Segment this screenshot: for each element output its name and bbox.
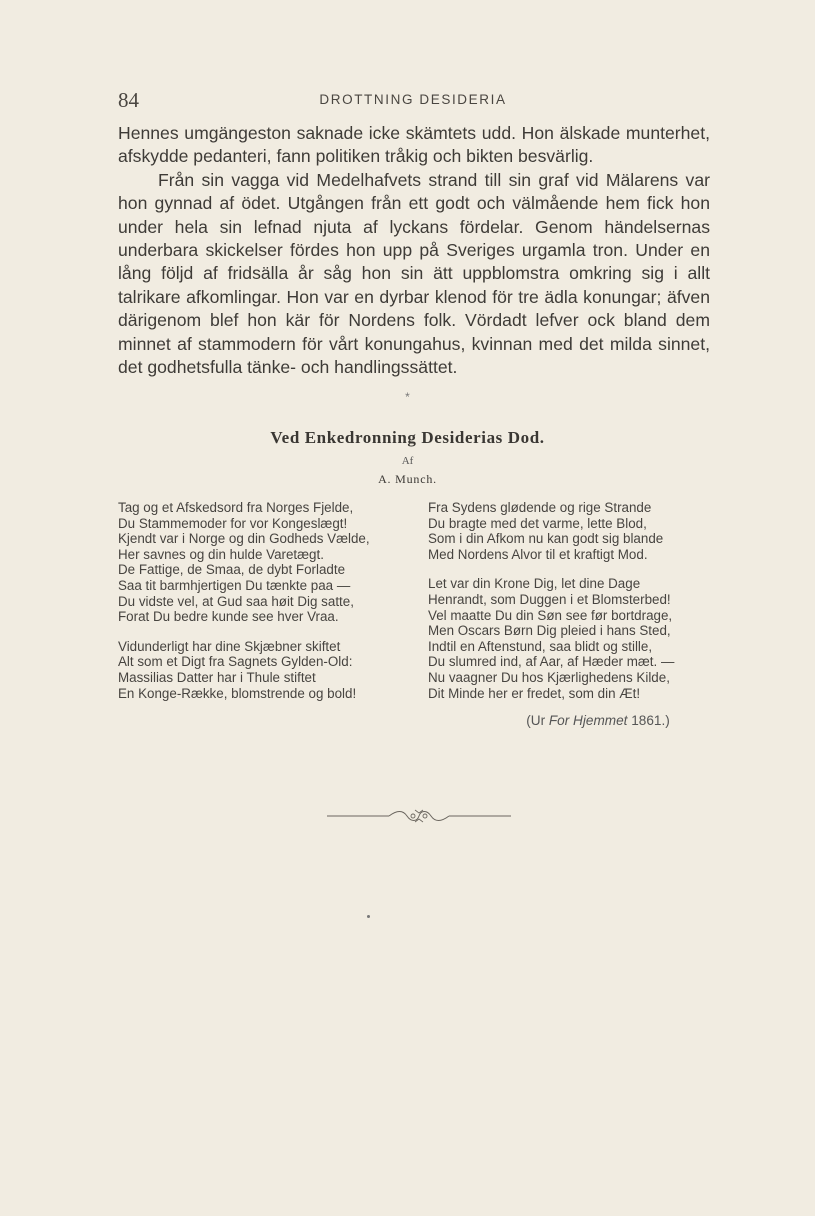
poem-line: Massilias Datter har i Thule stiftet <box>118 669 316 685</box>
running-head: DROTTNING DESIDERIA <box>319 92 507 107</box>
page-number: 84 <box>118 88 139 112</box>
paragraph: Från sin vagga vid Medelhafvets strand till sin graf vid Mälarens var hon gynnad af ödet. Utgången från ett godt och välmående hem fick hon under hela sin lefnad njuta af lyckans fördelar. Genom händelsernas underbara skickelser fördes hon upp på Sveriges urgamla tron. Under en lång följd af fridsälla år såg hon sin ätt uppblomstra omkring sig i allt talrikare afkomlingar. Hon var en dyrbar klenod för tre ädla konungar; äfven därigenom blef hon kär för Nordens folk. Vördadt lefver ock bland dem minnet af stammodern för vårt konungahus, kvinnan med det milda sinnet, det godhetsfulla tänke- och handlingssättet. <box>118 169 710 378</box>
section-separator: * <box>405 390 410 404</box>
poem-author: A. Munch. <box>378 472 437 486</box>
paragraph: Hennes umgängeston saknade icke skämtets udd. Hon älskade munterhet, afskydde pedanteri, fann politiken tråkig och bikten besvärlig. <box>118 123 710 167</box>
poem-line: Dit Minde her er fredet, som din Æt! <box>428 685 641 701</box>
poem-line: Du vidste vel, at Gud saa høit Dig satte, <box>118 593 354 609</box>
poem-line: Saa tit barmhjertigen Du tænkte paa — <box>118 577 351 593</box>
poem-line: De Fattige, de Smaa, de dybt Forladte <box>118 562 346 578</box>
poem-line: Indtil en Aftenstund, saa blidt og stille, <box>428 638 653 654</box>
poem-line: Du Stammemoder for vor Kongeslægt! <box>118 515 348 531</box>
poem-line: Med Nordens Alvor til et kraftigt Mod. <box>428 546 648 562</box>
source-work-title: For Hjemmet <box>548 713 628 729</box>
poem-line: Nu vaagner Du hos Kjærlighedens Kilde, <box>428 669 670 685</box>
poem-right-column <box>428 500 728 729</box>
prose-section <box>118 122 710 379</box>
poem-byline-af: Af <box>401 455 414 467</box>
stanza <box>428 500 728 562</box>
stanza <box>118 500 418 625</box>
poem-line: Kjendt var i Norge og din Godheds Vælde, <box>118 531 370 547</box>
poem-line: Fra Sydens glødende og rige Strande <box>428 500 652 515</box>
poem-title: Ved Enkedronning Desiderias Dod. <box>270 428 545 447</box>
poem-line: Tag og et Afskedsord fra Norges Fjelde, <box>118 500 354 515</box>
poem-line: Du slumred ind, af Aar, af Hæder mæt. — <box>428 654 675 670</box>
stanza <box>118 639 418 701</box>
poem-line: Henrandt, som Duggen i et Blomsterbed! <box>428 591 671 607</box>
poem-line: Forat Du bedre kunde see hver Vraa. <box>118 609 339 625</box>
stray-mark <box>367 915 370 918</box>
stanza <box>428 576 728 701</box>
poem-line: Du bragte med det varme, lette Blod, <box>428 515 647 531</box>
page-header <box>118 88 708 110</box>
poem-line: Her savnes og din hulde Varetægt. <box>118 546 324 562</box>
poem-line: En Konge-Række, blomstrende og bold! <box>118 685 357 701</box>
poem-left-column <box>118 500 418 715</box>
poem-line: Som i din Afkom nu kan godt sig blande <box>428 531 664 547</box>
poem-source: (Ur For Hjemmet 1861.) <box>526 713 670 729</box>
poem-line: Vidunderligt har dine Skjæbner skiftet <box>118 638 341 654</box>
poem-line: Men Oscars Børn Dig pleied i hans Sted, <box>428 623 671 639</box>
poem-line: Let var din Krone Dig, let dine Dage <box>428 576 641 592</box>
poem-line: Vel maatte Du din Søn see før bortdrage, <box>428 607 673 623</box>
poem-line: Alt som et Digt fra Sagnets Gylden-Old: <box>118 654 353 670</box>
ornament-divider-icon <box>327 808 511 824</box>
